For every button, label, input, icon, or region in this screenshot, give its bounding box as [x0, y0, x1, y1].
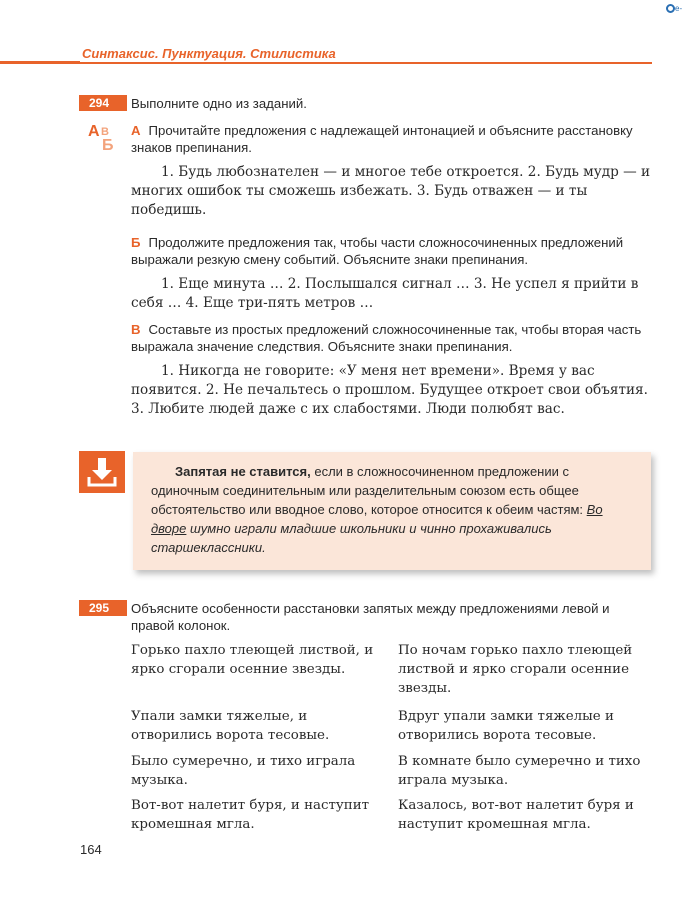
- right-item-1: По ночам горько пахло тлеющей листвой и ярко сгорали осенние звезды.: [398, 643, 633, 696]
- rule-example-rest: шумно играли младшие школьники и чинно прохаживались старшеклассники.: [151, 521, 552, 555]
- svg-text:А: А: [88, 123, 100, 140]
- task-b-sentences: 1. Еще минута … 2. Послышался сигнал … 3. Не успел я прийти в себя … 4. Еще три-пять метров …: [131, 276, 639, 311]
- rule-example-adverbial: Во дворе: [151, 502, 603, 536]
- task-v-sentences: 1. Никогда не говорите: «У меня нет времени». Время у вас появится. 2. Не печальтесь о прошлом. Будущее откроет свои объятия. 3. Любите людей даже с их слабостями. Люди полюбят вас.: [131, 363, 648, 417]
- left-item-1: Горько пахло тлеющей листвой, и ярко сгорали осенние звезды.: [131, 643, 374, 677]
- svg-text:В: В: [101, 126, 109, 138]
- right-item-3: В комнате было сумеречно и тихо играла музыка.: [398, 754, 641, 788]
- exercise-number-294: 294: [79, 95, 127, 111]
- exercise-295-task: Объясните особенности расстановки запятых между предложениями левой и правой колонок.: [131, 601, 610, 633]
- right-item-2: Вдруг упали замки тяжелые и отворились ворота тесовые.: [398, 709, 614, 743]
- svg-text:Б: Б: [102, 137, 114, 154]
- task-a-letter: А: [131, 123, 141, 138]
- letters-ab-icon: [86, 120, 120, 154]
- right-item-4: Казалось, вот-вот налетит буря и наступит кромешная мгла.: [398, 798, 634, 832]
- task-a-text: Прочитайте предложения с надлежащей интонацией и объясните расстановку знаков препинания.: [131, 123, 633, 155]
- task-b: [131, 234, 653, 268]
- logo-icon: [666, 4, 675, 13]
- left-item-3: Было сумеречно, и тихо играла музыка.: [131, 754, 356, 788]
- page-number: 164: [80, 842, 102, 857]
- rule-box: [133, 452, 651, 570]
- task-b-text: Продолжите предложения так, чтобы части сложносочиненных предложений выражали резкую смену событий. Объясните знаки препинания.: [131, 235, 624, 267]
- task-v-letter: В: [131, 322, 141, 337]
- task-a: [131, 122, 653, 156]
- rule-bold: Запятая не ставится,: [175, 464, 311, 479]
- left-item-2: Упали замки тяжелые, и отворились ворота тесовые.: [131, 709, 330, 743]
- page-header: [80, 46, 652, 64]
- download-arrow-icon: [79, 451, 125, 493]
- task-b-letter: Б: [131, 235, 141, 250]
- exercise-294-intro: Выполните одно из заданий.: [131, 96, 307, 111]
- header-bar: [0, 61, 80, 64]
- header-title: Синтаксис. Пунктуация. Стилистика: [82, 46, 336, 61]
- task-v: [131, 321, 653, 355]
- task-a-sentences: 1. Будь любознателен — и многое тебе откроется. 2. Будь мудр — и многих ошибок ты сможешь избежать. 3. Будь отважен — и ты победишь.: [131, 164, 651, 218]
- exercise-number-295: 295: [79, 600, 127, 616]
- task-v-text: Составьте из простых предложений сложносочиненные так, чтобы вторая часть выражала значение следствия. Объясните знаки препинания.: [131, 322, 642, 354]
- publisher-logo: e-: [666, 4, 686, 18]
- left-item-4: Вот-вот налетит буря, и наступит кромешная мгла.: [131, 798, 370, 832]
- rule-download-icon: [79, 451, 125, 493]
- rule-text: если в сложносочиненном предложении с одиночным соединительным или разделительным союзом есть общее обстоятельство или вводное слово, которое относится к обеим частям:: [151, 464, 587, 517]
